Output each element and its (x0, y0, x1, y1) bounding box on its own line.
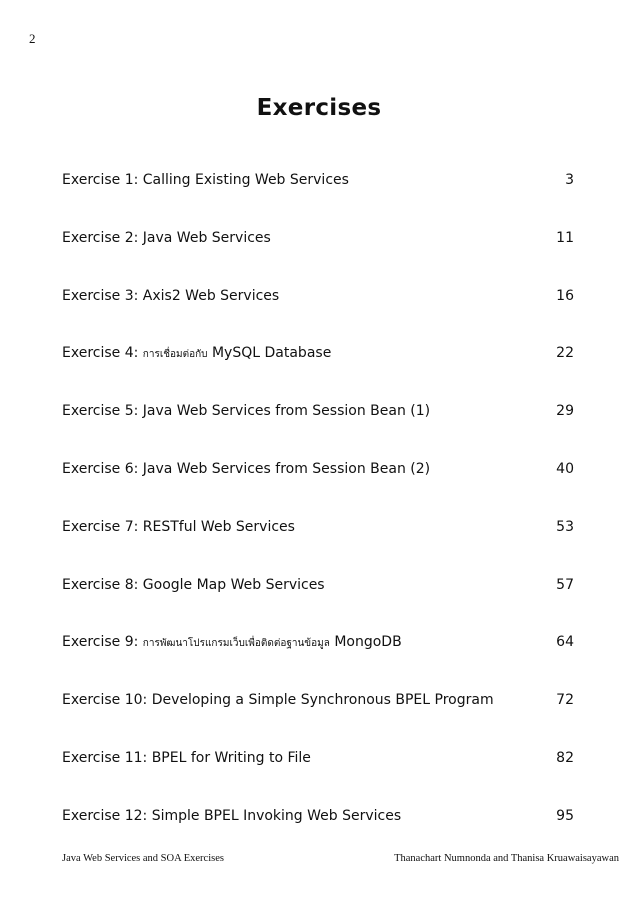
toc-page-number[interactable]: 95 (556, 807, 574, 824)
toc-row-exercise-8[interactable] (62, 575, 574, 633)
toc-label-text: Exercise 1: Calling Existing Web Services (62, 172, 349, 188)
toc-label-text: Exercise 9: (62, 634, 143, 651)
toc-label-text: Exercise 7: RESTful Web Services (62, 518, 295, 535)
toc-page-number[interactable]: 40 (556, 460, 574, 477)
toc-label-text: Exercise 10: Developing a Simple Synchronous BPEL Program (62, 692, 494, 709)
toc-label-suffix: MySQL Database (207, 345, 332, 362)
toc-label[interactable] (62, 286, 279, 308)
toc-row-exercise-11[interactable] (62, 748, 574, 806)
toc-label[interactable] (62, 632, 402, 654)
toc-label-text: Exercise 8: Google Map Web Services (62, 576, 325, 593)
toc-label[interactable] (62, 690, 494, 712)
toc-page-number[interactable]: 11 (556, 229, 574, 246)
toc-label-text: Exercise 4: (62, 345, 143, 362)
toc-page-number[interactable]: 64 (556, 634, 574, 651)
toc-page-number[interactable]: 16 (556, 287, 574, 304)
toc-label-text: Exercise 5: Java Web Services from Session Bean (1) (62, 403, 431, 420)
toc-row-exercise-3[interactable] (62, 286, 574, 344)
footer-authors: Thanachart Numnonda and Thanisa Kruawaisayawan (394, 853, 619, 864)
toc-label-suffix: MongoDB (329, 634, 402, 651)
toc-page-number[interactable]: 82 (556, 749, 574, 766)
toc-label[interactable] (62, 517, 295, 539)
toc-row-exercise-7[interactable] (62, 517, 574, 575)
toc-label-text: Exercise 11: BPEL for Writing to File (62, 749, 311, 766)
toc-label[interactable] (62, 459, 430, 481)
toc-page-number[interactable]: 22 (556, 345, 574, 362)
page-number: 2 (29, 31, 36, 46)
toc-row-exercise-4[interactable] (62, 343, 574, 401)
toc-row-exercise-6[interactable] (62, 459, 574, 517)
table-of-contents (62, 170, 574, 864)
toc-page-number[interactable]: 53 (556, 518, 574, 535)
toc-label-text: Exercise 2: Java Web Services (62, 229, 271, 246)
toc-label[interactable] (62, 806, 401, 828)
page-title (0, 95, 638, 121)
toc-page-number[interactable]: 29 (556, 403, 574, 420)
toc-row-exercise-1[interactable] (62, 170, 574, 228)
toc-label-text: Exercise 6: Java Web Services from Session Bean (2) (62, 460, 431, 477)
toc-row-exercise-2[interactable] (62, 228, 574, 286)
page-title-text: Exercises (256, 95, 382, 121)
toc-label[interactable] (62, 228, 271, 250)
toc-label-thai: การเชื่อมต่อกับ (142, 349, 208, 361)
toc-page-number[interactable]: 72 (556, 692, 574, 709)
toc-label[interactable] (62, 748, 311, 770)
toc-label-thai: การพัฒนาโปรแกรมเว็บเพื่อติดต่อฐานข้อมูล (142, 638, 330, 650)
footer-document-title: Java Web Services and SOA Exercises (62, 853, 224, 864)
toc-label[interactable] (62, 401, 430, 423)
toc-label[interactable] (62, 170, 349, 192)
toc-page-number[interactable]: 3 (565, 172, 574, 188)
toc-label-text: Exercise 12: Simple BPEL Invoking Web Services (62, 807, 402, 824)
toc-row-exercise-5[interactable] (62, 401, 574, 459)
toc-label[interactable] (62, 343, 331, 365)
toc-page-number[interactable]: 57 (556, 576, 574, 593)
toc-row-exercise-9[interactable] (62, 632, 574, 690)
toc-label-text: Exercise 3: Axis2 Web Services (62, 287, 280, 304)
toc-label[interactable] (62, 575, 325, 597)
toc-row-exercise-10[interactable] (62, 690, 574, 748)
